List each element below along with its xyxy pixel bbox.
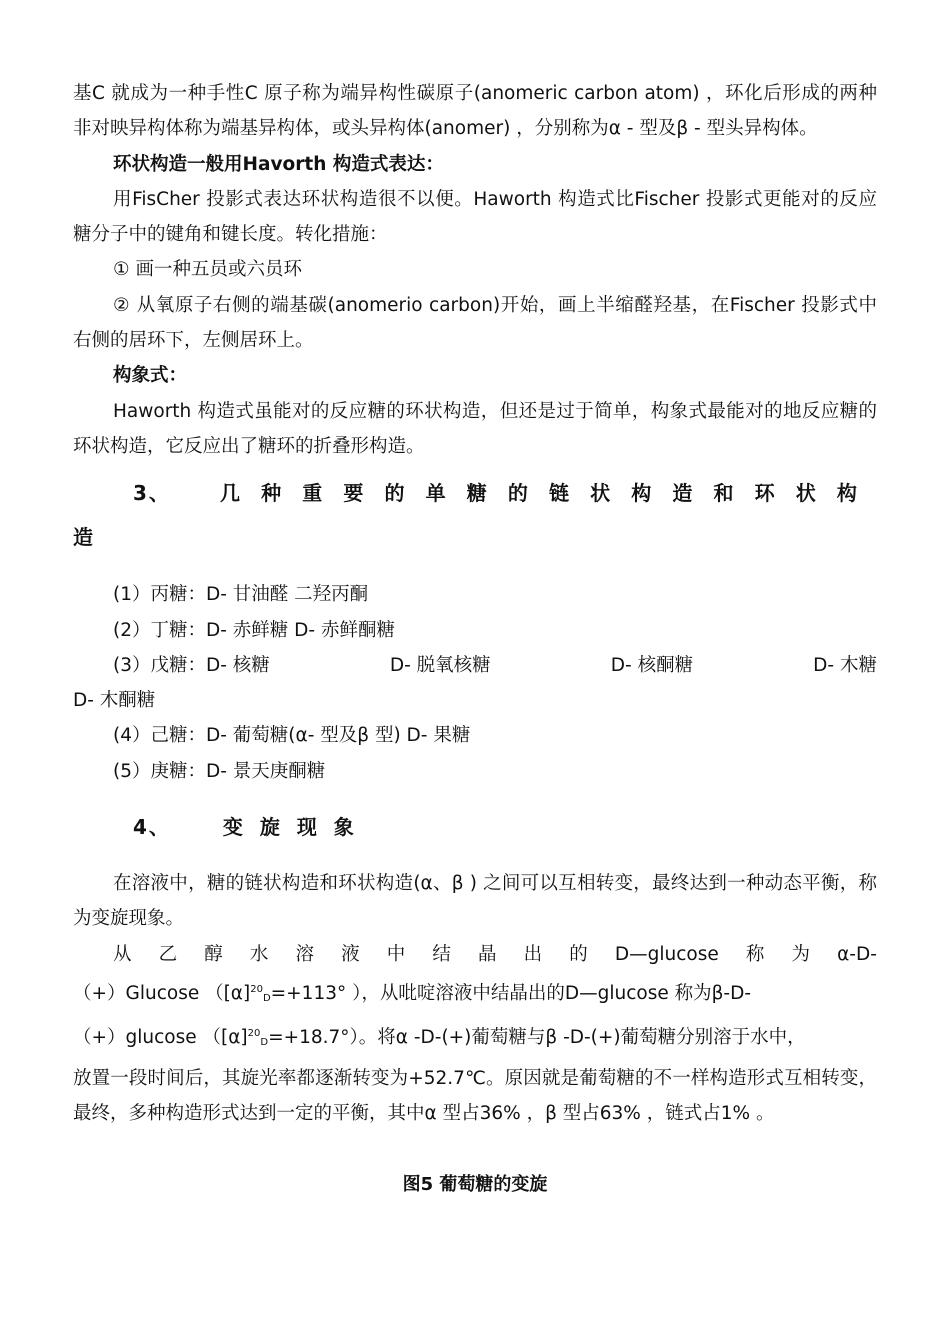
section-4-number: 4、 (133, 815, 171, 840)
heading-haworth: 环状构造一般用Havorth 构造式表达： (113, 153, 444, 175)
section-3-number: 3、 (133, 481, 171, 506)
sugar-pentose (73, 648, 877, 683)
section-3-char: 糖 (466, 481, 489, 506)
word: α-D- (837, 943, 877, 965)
section-3-char: 环 (754, 481, 777, 506)
paragraph-glucose-line2 (73, 972, 877, 1016)
word: 液 (341, 943, 360, 965)
step-two: ② 从氧原子右侧的端基碳(anomerio carbon)开始，画上半缩醛羟基，在Fischer 投影式中右侧的居环下，左侧居环上。 (73, 294, 877, 352)
section-3-char: 单 (425, 481, 448, 506)
section-3-heading-end: 造 (73, 525, 95, 550)
paragraph-glucose-line1 (73, 937, 877, 972)
paragraph-fischer-haworth: 用FisCher 投影式表达环状构造很不以便。Haworth 构造式比Fischer 投影式更能对的反应糖分子中的键角和键长度。转化措施： (73, 188, 877, 246)
word: 溶 (295, 943, 315, 965)
paragraph-glucose-rest: 放置一段时间后，其旋光率都逐渐转变为+52.7℃。原因就是葡萄糖的不一样构造形式互相转变，最终，多种构造形式达到一定的平衡，其中α 型占36% ，β 型占63% ，链式占1% 。 (73, 1067, 877, 1124)
word: 为 (791, 943, 810, 965)
section-3-char: 要 (343, 481, 366, 506)
section-3-char: 种 (261, 481, 284, 506)
section-4-title: 变 旋 现 象 (222, 815, 356, 840)
section-3-char: 和 (713, 481, 736, 506)
section-3-char: 构 (836, 481, 859, 506)
word: 结 (432, 943, 451, 965)
text-run: =+113° ），从吡啶溶液中结晶出的D—glucose 称为β-D- (270, 982, 752, 1004)
sugar-triose: (1）丙糖：D- 甘油醛 二羟丙酮 (113, 584, 369, 606)
word: 醇 (204, 943, 223, 965)
paragraph-anomeric: 基C 就成为一种手性C 原子称为端异构性碳原子(anomeric carbon atom) ，环化后形成的两种非对映异构体称为端基异构体，或头异构体(anomer) ，分别称为α - 型及β - 型头异构体。 (73, 83, 877, 140)
word: 乙 (158, 943, 178, 965)
word: 晶 (478, 943, 497, 965)
subscript: D (260, 1037, 269, 1049)
word: D—glucose (614, 943, 719, 965)
paragraph-mutarotation: 在溶液中，糖的链状构造和环状构造(α、β ) 之间可以互相转变，最终达到一种动态平衡，称为变旋现象。 (73, 873, 877, 930)
sugar-tetrose: (2）丁糖：D- 赤鲜糖 D- 赤鲜酮糖 (113, 619, 395, 641)
section-4-heading (73, 810, 877, 845)
heading-conformation: 构象式： (113, 365, 188, 387)
section-3-char: 几 (220, 481, 243, 506)
word: 从 (113, 943, 132, 965)
text-run: （+）Glucose （[α] (73, 982, 251, 1004)
pentose-part: (3）戊糖：D- 核糖 (113, 654, 270, 676)
text-run: =+18.7°）。将α -D-(+)葡萄糖与β -D-(+)葡萄糖分别溶于水中， (268, 1027, 806, 1049)
word: 称 (745, 943, 765, 965)
pentose-part: D- 木糖 (813, 654, 877, 676)
section-3-char: 链 (549, 481, 572, 506)
text-run: （+）glucose （[α] (73, 1027, 248, 1049)
section-3-char: 状 (795, 481, 818, 506)
pentose-part: D- 核酮糖 (610, 654, 694, 676)
word: 中 (386, 943, 406, 965)
word: 的 (569, 943, 588, 965)
document-page (73, 76, 877, 1220)
pentose-part: D- 脱氧核糖 (389, 654, 491, 676)
section-3-char: 的 (384, 481, 407, 506)
section-3-char: 重 (302, 481, 325, 506)
section-3-char: 状 (590, 481, 613, 506)
section-3-char: 造 (672, 481, 695, 506)
sugar-hexose: (4）己糖：D- 葡萄糖(α- 型及β 型) D- 果糖 (113, 725, 471, 747)
section-3-char: 构 (631, 481, 654, 506)
word: 水 (249, 943, 269, 965)
section-3-char: 的 (507, 481, 530, 506)
subscript: D (262, 992, 271, 1004)
word: 出 (523, 943, 543, 965)
step-one: ① 画一种五员或六员环 (113, 259, 302, 281)
superscript: 20 (247, 1028, 261, 1040)
paragraph-conformation: Haworth 构造式虽能对的反应糖的环状构造，但还是过于简单，构象式最能对的地反应糖的环状构造，它反应出了糖环的折叠形构造。 (73, 400, 877, 457)
paragraph-glucose-line3 (73, 1016, 877, 1060)
section-3-heading (73, 476, 877, 511)
sugar-pentose-continued: D- 木酮糖 (73, 690, 156, 712)
superscript: 20 (250, 983, 263, 995)
figure-caption: 图5 葡萄糖的变旋 (402, 1174, 548, 1196)
sugar-heptose: (5）庚糖：D- 景天庚酮糖 (113, 760, 326, 782)
